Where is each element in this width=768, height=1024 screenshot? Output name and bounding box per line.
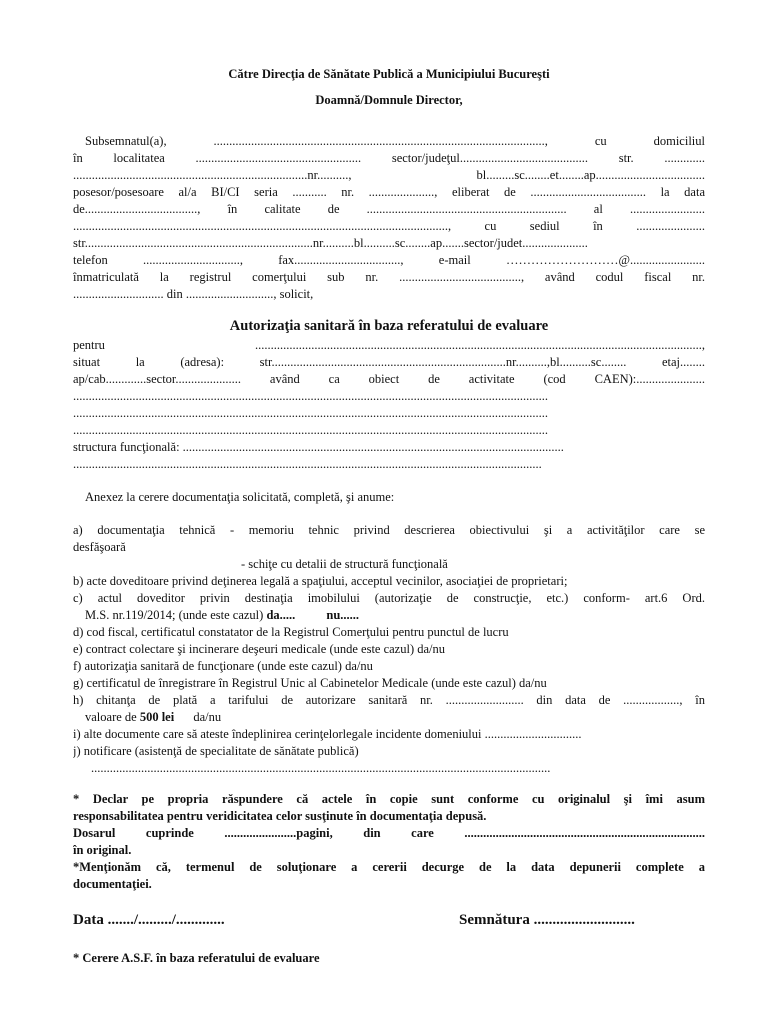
annex-item-f: f) autorizaţia sanitară de funcţionare (unde este cazul) da/nu (73, 659, 373, 673)
annex-item-e: e) contract colectare şi incinerare deşeuri medicale (unde este cazul) da/nu (73, 642, 446, 656)
object-line-4: ........................................................................................................................................................ (73, 389, 548, 403)
annex-item-a-cont: desfăşoară (73, 540, 126, 554)
applicant-line-10: ............................. din ............................, solicit, (73, 287, 314, 301)
declaration-line-3: Dosarul cuprinde .......................pagini, din care ............................................................................. (73, 826, 705, 840)
declaration-line-4: în original. (73, 843, 132, 857)
applicant-line-6: ........................................................................................................................, cu sediul în ...................... (73, 219, 705, 233)
signature-field: Semnătura ........................... (459, 912, 635, 928)
annex-item-a: a) documentaţia tehnică - memoriu tehnic privind descrierea obiectivului şi a activităţilor care se (73, 523, 705, 537)
annex-item-c-cont (73, 607, 705, 624)
declaration-line-2: responsabilitatea pentru veridicitatea celor susţinute în documentaţia depusă. (73, 809, 487, 823)
applicant-line-2: în localitatea ..................................................... sector/judeţul......................................... str. ............. (73, 151, 705, 165)
date-field: Data ......./........./............. (73, 912, 225, 928)
declaration-line-5: *Menţionăm că, termenul de soluţionare a cererii decurge de la data depunerii complete a (73, 860, 705, 874)
annex-item-c: c) actul doveditor privin destinaţia imobilului (autorizaţie de construcţie, etc.) conform- art.6 Ord. (73, 591, 705, 605)
annex-item-h-value-label: valoare de (85, 710, 137, 724)
footer-note: * Cerere A.S.F. în baza referatului de evaluare (73, 951, 320, 965)
annex-item-c-yes: da..... (266, 608, 296, 622)
annex-item-c-text: M.S. nr.119/2014; (unde este cazul) (85, 608, 264, 622)
annex-item-c-no: nu...... (326, 608, 360, 622)
annex-item-a-sketch: - schiţe cu detalii de structură funcţională (241, 557, 448, 571)
object-line-7: structura funcţională: .......................................................................................................................... (73, 440, 564, 454)
object-line-2: situat la (adresa): str...........................................................................nr..........,bl..........sc........ etaj........ (73, 355, 705, 369)
applicant-line-5: de...................................., în calitate de ................................................................ al ........................ (73, 202, 705, 216)
addressee: Către Direcţia de Sănătate Publică a Municipiului Bucureşti (228, 67, 550, 81)
applicant-line-8: telefon ..............................., fax.................................., e-mail ………………………@........................ (73, 253, 705, 267)
annex-item-d: d) cod fiscal, certificatul constatator de la Registrul Comerţului pentru punctul de lucru (73, 625, 509, 639)
applicant-line-1: Subsemnatul(a), .........................................................................................................., cu domiciliul (85, 134, 705, 148)
request-title: Autorizaţia sanitară în baza referatului de evaluare (229, 318, 549, 334)
salutation: Doamnă/Domnule Director, (315, 93, 463, 107)
annex-item-j-line: ................................................................................................................................................... (91, 761, 551, 775)
annex-item-h-amount: 500 lei (139, 710, 175, 724)
annex-item-h: h) chitanţa de plată a tarifului de autorizare sanitară nr. ......................... din data de .................., în (73, 693, 705, 707)
applicant-line-9: înmatriculată la registrul comerţului sub nr. ......................................., având codul fiscal nr. (73, 270, 705, 284)
annex-item-h-cont (73, 709, 705, 726)
declaration-line-6: documentaţiei. (73, 877, 152, 891)
object-line-6: ........................................................................................................................................................ (73, 423, 548, 437)
object-line-5: ........................................................................................................................................................ (73, 406, 548, 420)
object-line-8: ...................................................................................................................................................... (73, 457, 542, 471)
applicant-line-4: posesor/posesoare al/a BI/CI seria ........... nr. ....................., eliberat de ..................................... la data (73, 185, 705, 199)
applicant-line-7: str.........................................................................nr..........bl..........sc........ap.......sector/judet..................... (73, 236, 588, 250)
annex-item-b: b) acte doveditoare privind deţinerea legală a spaţiului, acceptul vecinilor, asociaţiei de proprietari; (73, 574, 568, 588)
object-line-1: pentru ..............................................................................................................................................., (73, 338, 705, 352)
annex-intro: Anexez la cerere documentaţia solicitată, completă, şi anume: (85, 490, 395, 504)
annex-item-j: j) notificare (asistenţă de specialitate de sănătate publică) (73, 744, 359, 758)
declaration-line-1: * Declar pe propria răspundere că actele în copie sunt conforme cu originalul şi îmi asum (73, 792, 705, 806)
object-line-3: ap/cab.............sector..................... având ca obiect de activitate (cod CAEN):...................... (73, 372, 705, 386)
annex-item-h-yes-no: da/nu (193, 710, 222, 724)
annex-item-g: g) certificatul de înregistrare în Registrul Unic al Cabinetelor Medicale (unde este cazul) da/nu (73, 676, 547, 690)
applicant-line-3: ...........................................................................nr.........., bl.........sc........et........ap................................... (73, 168, 705, 182)
annex-item-i: i) alte documente care să ateste îndeplinirea cerinţelorlegale incidente domeniului ............................... (73, 727, 582, 741)
